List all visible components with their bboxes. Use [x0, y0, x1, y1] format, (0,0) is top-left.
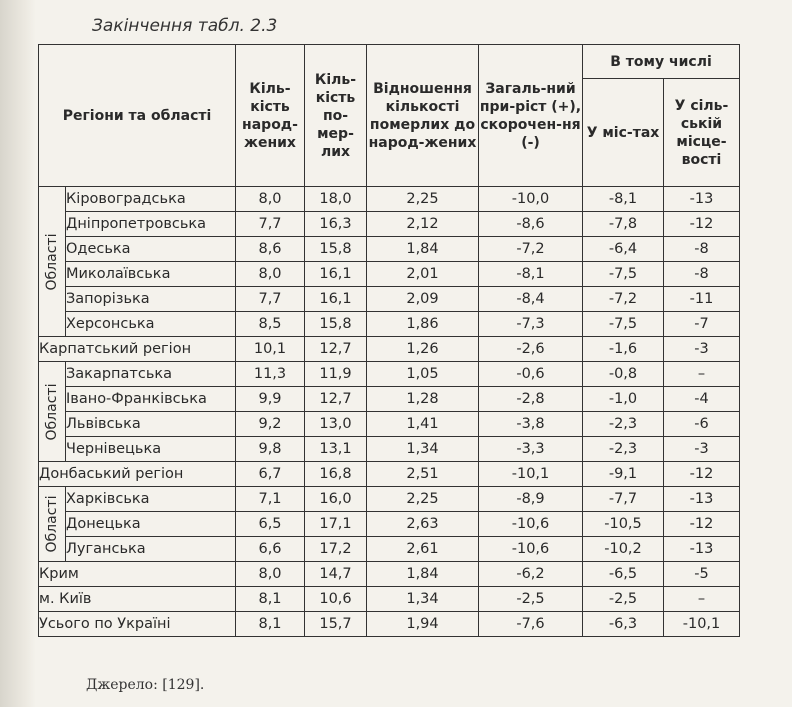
cell-ratio: 1,84 — [367, 237, 479, 262]
header-urban: У міс-тах — [583, 79, 664, 187]
table-row — [39, 412, 740, 437]
cell-urban: -7,8 — [583, 212, 664, 237]
cell-deaths: 14,7 — [305, 562, 367, 587]
cell-ratio: 2,61 — [367, 537, 479, 562]
cell-total: -3,3 — [479, 437, 583, 462]
cell-deaths: 15,8 — [305, 237, 367, 262]
header-region: Регіони та області — [39, 45, 236, 187]
cell-urban: -1,0 — [583, 387, 664, 412]
table-row — [39, 387, 740, 412]
table-row — [39, 187, 740, 212]
table-row — [39, 362, 740, 387]
cell-rural: -13 — [664, 487, 740, 512]
cell-births: 10,1 — [236, 337, 305, 362]
cell-total: -7,2 — [479, 237, 583, 262]
cell-rural: -12 — [664, 462, 740, 487]
cell-ratio: 2,01 — [367, 262, 479, 287]
cell-deaths: 16,0 — [305, 487, 367, 512]
cell-urban: -2,3 — [583, 412, 664, 437]
cell-total: -2,5 — [479, 587, 583, 612]
cell-deaths: 15,8 — [305, 312, 367, 337]
cell-ratio: 1,34 — [367, 587, 479, 612]
table-row — [39, 537, 740, 562]
row-name: Донбаський регіон — [39, 462, 236, 487]
cell-urban: -6,3 — [583, 612, 664, 637]
cell-urban: -7,5 — [583, 262, 664, 287]
cell-total: -10,6 — [479, 537, 583, 562]
cell-births: 7,7 — [236, 212, 305, 237]
table-row — [39, 462, 740, 487]
row-name: Чернівецька — [66, 437, 236, 462]
table-row — [39, 512, 740, 537]
cell-deaths: 17,1 — [305, 512, 367, 537]
cell-births: 9,9 — [236, 387, 305, 412]
cell-rural: -12 — [664, 512, 740, 537]
row-name: Миколаївська — [66, 262, 236, 287]
row-name: Харківська — [66, 487, 236, 512]
cell-births: 7,7 — [236, 287, 305, 312]
cell-urban: -1,6 — [583, 337, 664, 362]
cell-deaths: 12,7 — [305, 337, 367, 362]
cell-ratio: 1,41 — [367, 412, 479, 437]
cell-deaths: 13,1 — [305, 437, 367, 462]
cell-deaths: 16,1 — [305, 287, 367, 312]
cell-deaths: 13,0 — [305, 412, 367, 437]
cell-births: 9,8 — [236, 437, 305, 462]
cell-births: 6,6 — [236, 537, 305, 562]
group-label-oblasti: Області — [39, 362, 66, 462]
cell-rural: -4 — [664, 387, 740, 412]
cell-births: 8,1 — [236, 612, 305, 637]
page-edge-shadow — [0, 0, 36, 707]
cell-births: 9,2 — [236, 412, 305, 437]
row-name: Крим — [39, 562, 236, 587]
cell-total: -10,0 — [479, 187, 583, 212]
row-name: Одеська — [66, 237, 236, 262]
header-ratio: Відношення кількості померлих до народ-жених — [367, 45, 479, 187]
cell-urban: -2,3 — [583, 437, 664, 462]
cell-total: -7,3 — [479, 312, 583, 337]
table-row — [39, 337, 740, 362]
row-name: Луганська — [66, 537, 236, 562]
cell-deaths: 17,2 — [305, 537, 367, 562]
cell-rural: -8 — [664, 237, 740, 262]
row-name: Донецька — [66, 512, 236, 537]
cell-rural: – — [664, 362, 740, 387]
cell-total: -6,2 — [479, 562, 583, 587]
cell-ratio: 1,84 — [367, 562, 479, 587]
cell-ratio: 1,05 — [367, 362, 479, 387]
row-name: Херсонська — [66, 312, 236, 337]
table-row — [39, 612, 740, 637]
cell-deaths: 11,9 — [305, 362, 367, 387]
cell-deaths: 10,6 — [305, 587, 367, 612]
cell-births: 8,0 — [236, 187, 305, 212]
row-name: Івано-Франківська — [66, 387, 236, 412]
cell-total: -10,6 — [479, 512, 583, 537]
cell-total: -2,8 — [479, 387, 583, 412]
cell-total: -3,8 — [479, 412, 583, 437]
cell-births: 6,7 — [236, 462, 305, 487]
cell-ratio: 2,25 — [367, 487, 479, 512]
cell-births: 7,1 — [236, 487, 305, 512]
cell-total: -0,6 — [479, 362, 583, 387]
row-name: Львівська — [66, 412, 236, 437]
row-name: Закарпатська — [66, 362, 236, 387]
table-row — [39, 287, 740, 312]
cell-rural: -13 — [664, 537, 740, 562]
row-name: Запорізька — [66, 287, 236, 312]
table-row — [39, 562, 740, 587]
cell-urban: -7,5 — [583, 312, 664, 337]
table-caption: Закінчення табл. 2.3 — [92, 16, 278, 36]
row-name: м. Київ — [39, 587, 236, 612]
cell-ratio: 2,12 — [367, 212, 479, 237]
cell-deaths: 16,1 — [305, 262, 367, 287]
source-note: Джерело: [129]. — [86, 677, 205, 693]
cell-ratio: 2,63 — [367, 512, 479, 537]
row-name: Кіровоградська — [66, 187, 236, 212]
cell-total: -10,1 — [479, 462, 583, 487]
table-row — [39, 437, 740, 462]
cell-urban: -6,4 — [583, 237, 664, 262]
cell-rural: -11 — [664, 287, 740, 312]
table-row — [39, 587, 740, 612]
cell-deaths: 16,3 — [305, 212, 367, 237]
cell-deaths: 12,7 — [305, 387, 367, 412]
cell-births: 8,6 — [236, 237, 305, 262]
cell-total: -7,6 — [479, 612, 583, 637]
cell-ratio: 2,25 — [367, 187, 479, 212]
header-total-growth: Загаль-ний при-ріст (+), скорочен-ня (-) — [479, 45, 583, 187]
header-rural: У сіль-ській місце-вості — [664, 79, 740, 187]
cell-urban: -9,1 — [583, 462, 664, 487]
cell-rural: -10,1 — [664, 612, 740, 637]
cell-rural: -5 — [664, 562, 740, 587]
table-row — [39, 212, 740, 237]
cell-rural: – — [664, 587, 740, 612]
cell-ratio: 2,51 — [367, 462, 479, 487]
cell-deaths: 16,8 — [305, 462, 367, 487]
cell-births: 11,3 — [236, 362, 305, 387]
cell-ratio: 2,09 — [367, 287, 479, 312]
cell-urban: -6,5 — [583, 562, 664, 587]
cell-rural: -8 — [664, 262, 740, 287]
cell-urban: -8,1 — [583, 187, 664, 212]
demography-table — [38, 44, 740, 637]
cell-rural: -3 — [664, 437, 740, 462]
cell-total: -2,6 — [479, 337, 583, 362]
header-including: В тому числі — [583, 45, 740, 79]
group-label-oblasti: Області — [39, 487, 66, 562]
cell-urban: -7,2 — [583, 287, 664, 312]
table-row — [39, 487, 740, 512]
cell-urban: -10,2 — [583, 537, 664, 562]
cell-ratio: 1,28 — [367, 387, 479, 412]
cell-total: -8,6 — [479, 212, 583, 237]
row-name: Дніпропетровська — [66, 212, 236, 237]
cell-deaths: 15,7 — [305, 612, 367, 637]
cell-births: 8,5 — [236, 312, 305, 337]
cell-ratio: 1,26 — [367, 337, 479, 362]
cell-rural: -6 — [664, 412, 740, 437]
cell-urban: -2,5 — [583, 587, 664, 612]
cell-rural: -7 — [664, 312, 740, 337]
cell-ratio: 1,94 — [367, 612, 479, 637]
cell-ratio: 1,86 — [367, 312, 479, 337]
table-row — [39, 237, 740, 262]
cell-rural: -12 — [664, 212, 740, 237]
group-label-oblasti: Області — [39, 187, 66, 337]
cell-births: 8,1 — [236, 587, 305, 612]
table-row — [39, 312, 740, 337]
table-row — [39, 262, 740, 287]
cell-births: 8,0 — [236, 262, 305, 287]
cell-ratio: 1,34 — [367, 437, 479, 462]
cell-rural: -13 — [664, 187, 740, 212]
cell-urban: -10,5 — [583, 512, 664, 537]
cell-rural: -3 — [664, 337, 740, 362]
cell-urban: -0,8 — [583, 362, 664, 387]
cell-total: -8,4 — [479, 287, 583, 312]
cell-urban: -7,7 — [583, 487, 664, 512]
cell-deaths: 18,0 — [305, 187, 367, 212]
row-name: Карпатський регіон — [39, 337, 236, 362]
cell-total: -8,1 — [479, 262, 583, 287]
cell-births: 8,0 — [236, 562, 305, 587]
cell-births: 6,5 — [236, 512, 305, 537]
header-births: Кіль-кість народ-жених — [236, 45, 305, 187]
cell-total: -8,9 — [479, 487, 583, 512]
row-name: Усього по Україні — [39, 612, 236, 637]
header-deaths: Кіль-кість по-мер-лих — [305, 45, 367, 187]
